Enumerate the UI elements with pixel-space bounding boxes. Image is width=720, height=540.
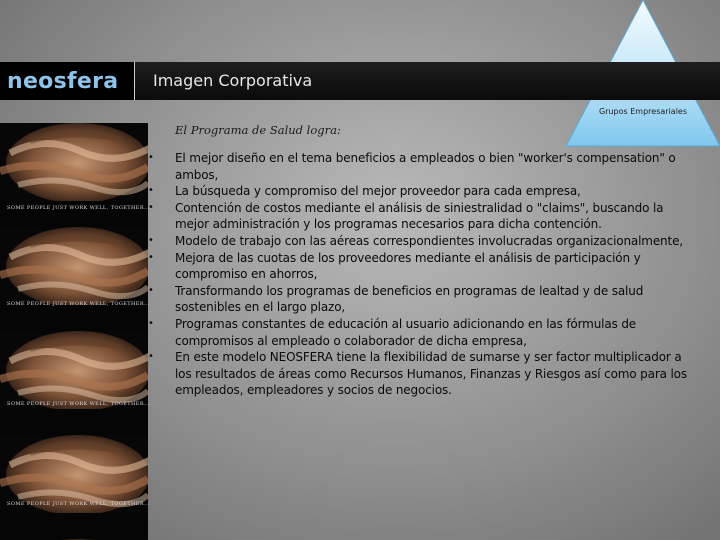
photo-caption: SOME PEOPLE JUST WORK WELL, TOGETHER... — [7, 301, 150, 307]
page-title: Imagen Corporativa — [153, 71, 313, 90]
title-bar — [0, 62, 720, 100]
bullet-item: • Transformando los programas de beneficios en programas de lealtad y de salud sostenibles en el largo plazo, — [175, 283, 695, 316]
bullet-item: • Mejora de las cuotas de los proveedores mediante el análisis de participación y compromiso en ahorros, — [175, 250, 695, 283]
bullet-list — [175, 150, 695, 399]
bullet-item: • En este modelo NEOSFERA tiene la flexibilidad de sumarse y ser factor multiplicador a los resultados de áreas como Recursos Humanos, Finanzas y Riesgos así como para los empleados, empleadores y socios de negocios. — [175, 349, 695, 399]
photo-strip — [0, 123, 148, 540]
section-subtitle: El Programa de Salud logra: — [175, 123, 341, 137]
bullet-item: • Modelo de trabajo con las aéreas correspondientes involucradas organizacionalmente, — [175, 233, 695, 250]
brand-box — [0, 62, 135, 100]
bullet-item: • El mejor diseño en el tema beneficios a empleados o bien "worker's compensation" o ambos, — [175, 150, 695, 183]
triangle-label-groups: Grupos Empresariales — [599, 107, 687, 116]
bullet-item: • Programas constantes de educación al usuario adicionando en las fórmulas de compromisos al empleado o colaborador de dicha empresa, — [175, 316, 695, 349]
bullet-item: • La búsqueda y compromiso del mejor proveedor para cada empresa, — [175, 183, 695, 200]
photo-caption: SOME PEOPLE JUST WORK WELL, TOGETHER... — [7, 401, 150, 407]
hands-photo — [0, 123, 148, 540]
photo-caption: SOME PEOPLE JUST WORK WELL, TOGETHER... — [7, 205, 150, 211]
photo-caption: SOME PEOPLE JUST WORK WELL, TOGETHER... — [7, 501, 150, 507]
brand-logo: neosfera — [7, 68, 119, 94]
bullet-item: • Contención de costos mediante el análisis de siniestralidad o "claims", buscando la mejor administración y los programas necesarios para dicha contención. — [175, 200, 695, 233]
